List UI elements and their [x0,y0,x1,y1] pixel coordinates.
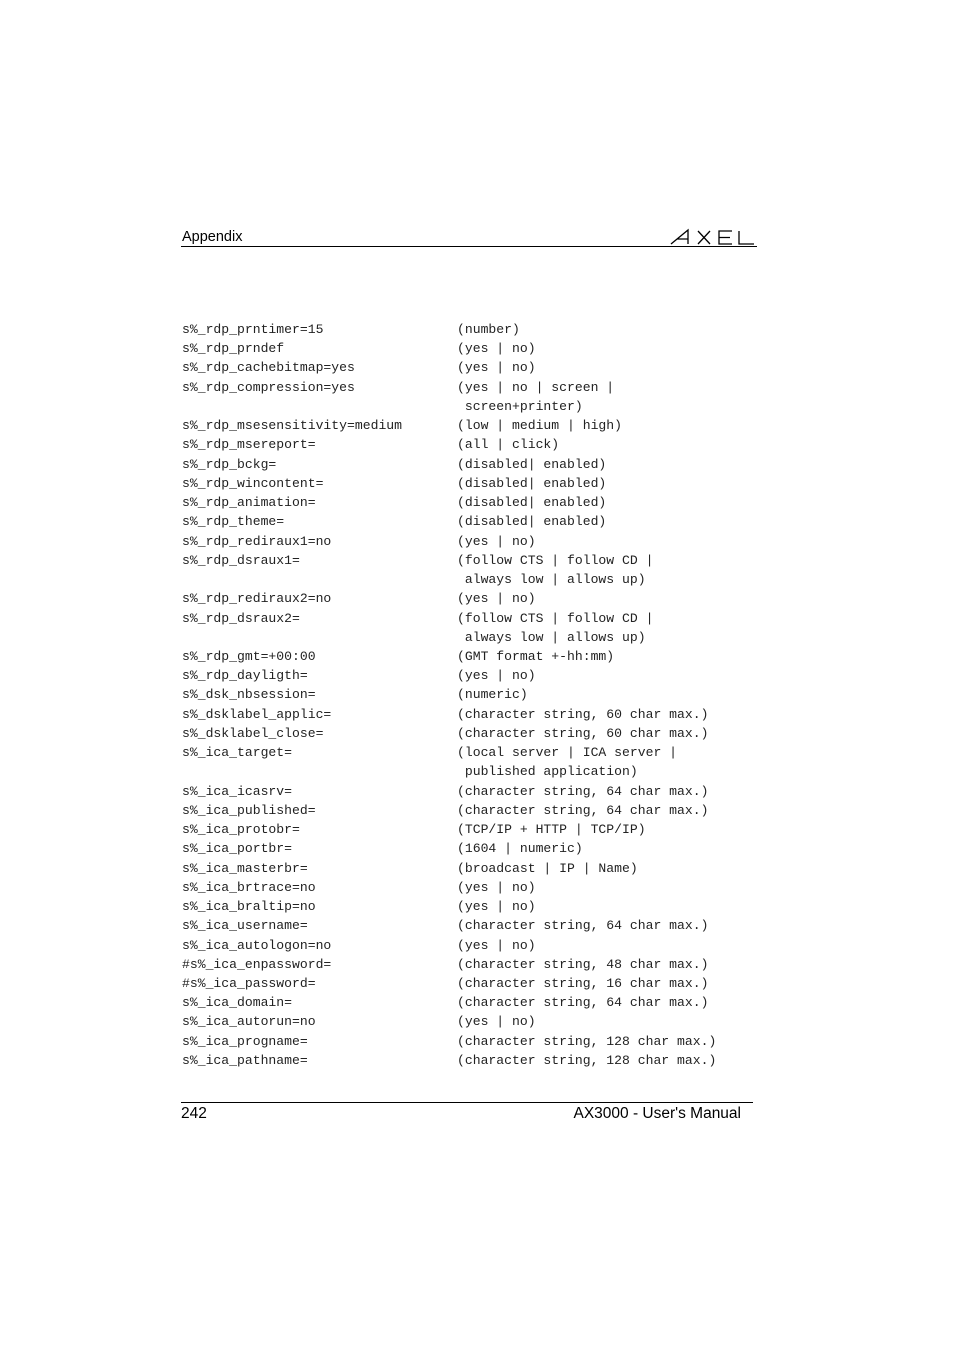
parameter-value: (disabled| enabled) [457,514,607,530]
parameter-key: s%_ica_published= [182,802,316,818]
parameter-key: s%_ica_braltip=no [182,899,316,915]
parameter-value: (yes | no) [457,591,536,607]
parameter-value: (disabled| enabled) [457,475,607,491]
parameter-key: s%_ica_autorun=no [182,1014,316,1030]
parameter-value: (yes | no) [457,937,536,953]
parameter-value: screen+printer) [457,398,583,414]
parameter-row [182,493,762,512]
parameter-row [182,339,762,358]
parameter-row [182,532,762,551]
parameter-value: (all | click) [457,437,560,453]
parameter-row [182,628,762,647]
manual-title: AX3000 - User's Manual [573,1105,741,1122]
parameter-value: (yes | no) [457,360,536,376]
parameter-value: (character string, 60 char max.) [457,706,709,722]
parameter-row [182,897,762,916]
parameter-key: s%_ica_target= [182,745,293,761]
parameter-value: (character string, 64 char max.) [457,995,709,1011]
parameter-row [182,859,762,878]
parameter-row [182,801,762,820]
parameter-value: (follow CTS | follow CD | [457,610,654,626]
parameter-key: s%_ica_domain= [182,995,293,1011]
parameter-value: (character string, 128 char max.) [457,1052,717,1068]
parameter-value: (yes | no) [457,668,536,684]
parameter-value: (follow CTS | follow CD | [457,552,654,568]
parameter-key: s%_rdp_prntimer=15 [182,322,324,337]
parameter-key: s%_ica_progname= [182,1033,308,1049]
parameter-row [182,993,762,1012]
parameter-value: (broadcast | IP | Name) [457,860,638,876]
parameter-row [182,724,762,743]
parameter-row [182,1012,762,1031]
parameter-row [182,820,762,839]
page-header [181,226,757,247]
parameter-row [182,455,762,474]
parameter-key: s%_dsklabel_close= [182,725,324,741]
parameter-key: #s%_ica_enpassword= [182,956,332,972]
parameter-key: s%_dsklabel_applic= [182,706,332,722]
parameter-row [182,1032,762,1051]
parameter-key: s%_rdp_rediraux1=no [182,533,332,549]
parameter-row [182,474,762,493]
parameter-row [182,762,762,781]
parameter-key: s%_rdp_cachebitmap=yes [182,360,355,376]
parameter-value: (yes | no) [457,899,536,915]
parameter-key: s%_ica_username= [182,918,308,934]
parameter-key: s%_rdp_prndef [182,341,285,357]
parameter-key: s%_rdp_dayligth= [182,668,308,684]
section-label: Appendix [182,229,243,245]
parameter-key: s%_ica_protobr= [182,822,300,838]
parameter-value: (yes | no | screen | [457,379,615,395]
parameter-key: s%_ica_pathname= [182,1052,308,1068]
parameter-row [182,647,762,666]
parameter-value: (local server | ICA server | [457,745,678,761]
parameter-value: published application) [457,764,638,780]
parameter-row [182,839,762,858]
parameter-value: (character string, 64 char max.) [457,802,709,818]
parameter-row [182,570,762,589]
parameter-key: s%_rdp_rediraux2=no [182,591,332,607]
parameter-value: (GMT format +-hh:mm) [457,648,615,664]
parameter-value: (character string, 64 char max.) [457,783,709,799]
parameter-row [182,397,762,416]
parameter-key: s%_rdp_theme= [182,514,285,530]
parameter-value: (yes | no) [457,879,536,895]
parameter-value: always low | allows up) [457,572,646,588]
parameter-value: (character string, 48 char max.) [457,956,709,972]
parameter-value: (numeric) [457,687,528,703]
parameter-value: (number) [457,322,520,337]
parameter-value: (character string, 60 char max.) [457,725,709,741]
parameter-row [182,358,762,377]
parameter-value: (yes | no) [457,1014,536,1030]
parameter-key: s%_ica_icasrv= [182,783,293,799]
parameter-row [182,320,762,339]
parameter-value: (character string, 64 char max.) [457,918,709,934]
axel-logo [669,226,757,246]
page-number: 242 [181,1105,207,1122]
parameter-key [182,397,457,416]
parameter-key: s%_rdp_compression=yes [182,379,355,395]
parameter-key: s%_rdp_wincontent= [182,475,324,491]
parameter-value: (disabled| enabled) [457,456,607,472]
parameter-value: (low | medium | high) [457,418,623,434]
parameter-key [182,762,457,781]
parameter-key: s%_rdp_dsraux1= [182,552,300,568]
parameter-row [182,609,762,628]
parameter-key: s%_rdp_msesensitivity=medium [182,418,403,434]
parameter-key: s%_rdp_gmt=+00:00 [182,648,316,664]
parameter-row [182,1051,762,1070]
parameter-row [182,589,762,608]
parameter-row [182,416,762,435]
parameter-row [182,551,762,570]
parameter-row [182,955,762,974]
parameter-key: s%_rdp_msereport= [182,437,316,453]
parameter-row [182,743,762,762]
parameter-key: s%_rdp_bckg= [182,456,277,472]
parameter-value: (yes | no) [457,341,536,357]
page-footer [181,1102,753,1125]
parameter-key: s%_rdp_dsraux2= [182,610,300,626]
parameter-row [182,936,762,955]
parameter-list [182,320,762,1070]
parameter-key: #s%_ica_password= [182,975,316,991]
parameter-row [182,435,762,454]
parameter-value: (yes | no) [457,533,536,549]
parameter-key: s%_ica_masterbr= [182,860,308,876]
parameter-value: (character string, 16 char max.) [457,975,709,991]
parameter-key: s%_dsk_nbsession= [182,687,316,703]
parameter-row [182,666,762,685]
parameter-key: s%_ica_brtrace=no [182,879,316,895]
parameter-row [182,705,762,724]
parameter-value: (character string, 128 char max.) [457,1033,717,1049]
parameter-row [182,782,762,801]
parameter-key: s%_ica_portbr= [182,841,293,857]
parameter-row [182,512,762,531]
parameter-row [182,685,762,704]
parameter-key: s%_rdp_animation= [182,495,316,511]
parameter-key [182,628,457,647]
parameter-key [182,570,457,589]
parameter-value: (disabled| enabled) [457,495,607,511]
parameter-value: (TCP/IP + HTTP | TCP/IP) [457,822,646,838]
parameter-row [182,916,762,935]
parameter-row [182,378,762,397]
parameter-row [182,974,762,993]
parameter-value: always low | allows up) [457,629,646,645]
parameter-value: (1604 | numeric) [457,841,583,857]
parameter-row [182,878,762,897]
parameter-key: s%_ica_autologon=no [182,937,332,953]
